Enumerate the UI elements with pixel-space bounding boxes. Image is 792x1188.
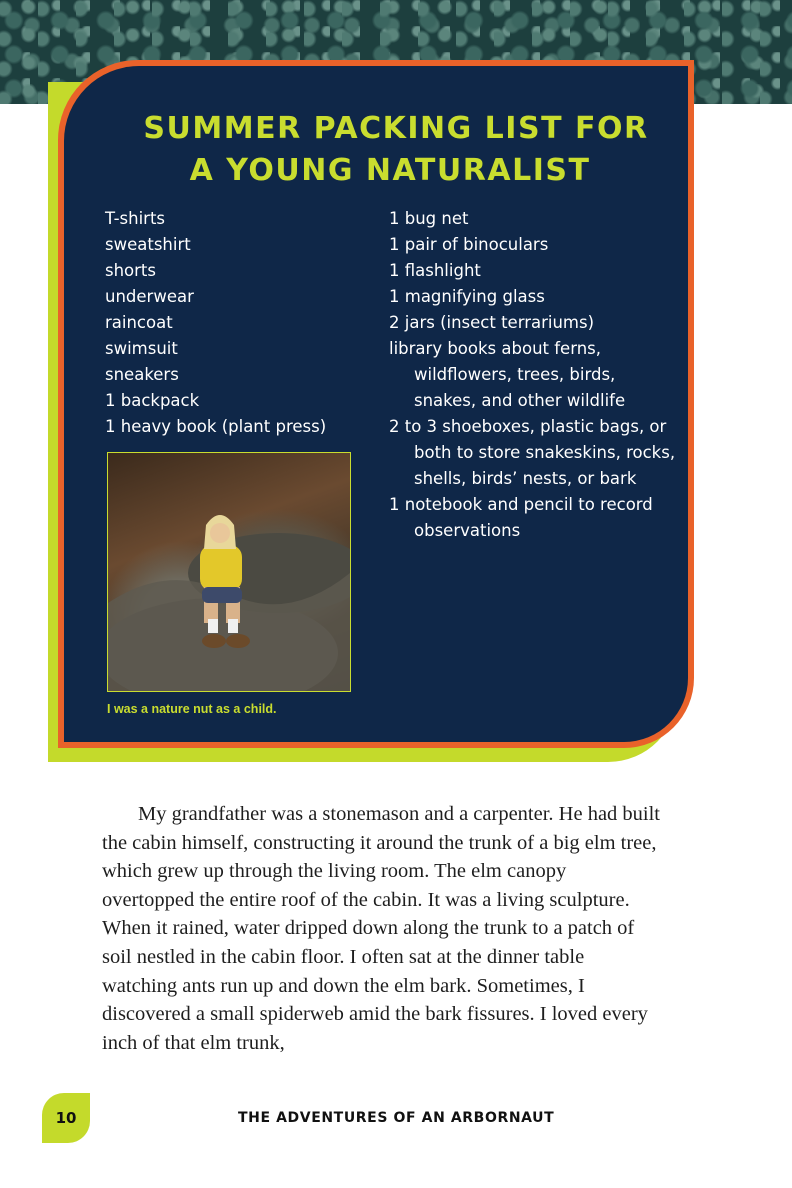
body-paragraph: My grandfather was a stonemason and a carpenter. He had built the cabin himself, constructing it around the trunk of a big elm tree, which grew up through the living room. The elm canopy overtopped the entire roof of the cabin. It was a living sculpture. When it rained, water dripped down along the trunk to a patch of soil nestled in the cabin floor. I often sat at the dinner table watching ants run up and down the elm bark. Sometimes, I discovered a small spiderweb amid the bark fissures. I loved every inch of that elm trunk, bbox=[102, 803, 660, 1054]
list-item: library books about ferns, wildflowers, trees, birds, snakes, and other wildlife bbox=[389, 339, 626, 410]
list-item: 1 pair of binoculars bbox=[389, 235, 549, 254]
packing-list-left-column bbox=[105, 206, 375, 440]
packing-list-right-column bbox=[389, 206, 679, 544]
list-item: 1 notebook and pencil to record observations bbox=[389, 495, 653, 540]
list-item: 2 jars (insect terrariums) bbox=[389, 313, 595, 332]
running-title: THE ADVENTURES OF AN ARBORNAUT bbox=[238, 1110, 555, 1126]
list-item: 1 bug net bbox=[389, 209, 469, 228]
list-item: 1 flashlight bbox=[389, 261, 481, 280]
sidebar-title bbox=[0, 108, 792, 192]
childhood-photo bbox=[107, 452, 351, 692]
photo-caption: I was a nature nut as a child. bbox=[107, 702, 277, 716]
list-item: 2 to 3 shoeboxes, plastic bags, or both to store snakeskins, rocks, shells, birds’ nests, or bark bbox=[389, 417, 676, 488]
list-item: raincoat bbox=[105, 313, 173, 332]
sidebar-title-line-1: SUMMER PACKING LIST FOR bbox=[143, 111, 649, 146]
list-item: swimsuit bbox=[105, 339, 178, 358]
list-item: 1 magnifying glass bbox=[389, 287, 545, 306]
list-item: sweatshirt bbox=[105, 235, 191, 254]
list-item: 1 heavy book (plant press) bbox=[105, 417, 327, 436]
list-item: 1 backpack bbox=[105, 391, 200, 410]
list-item: underwear bbox=[105, 287, 194, 306]
girl-sitting-on-rock-illustration bbox=[108, 453, 350, 691]
list-item: T-shirts bbox=[105, 209, 166, 228]
page-number-tab bbox=[42, 1093, 90, 1143]
sidebar-title-line-2: A YOUNG NATURALIST bbox=[189, 153, 591, 188]
list-item: sneakers bbox=[105, 365, 179, 384]
page-number: 10 bbox=[55, 1109, 77, 1127]
list-item: shorts bbox=[105, 261, 156, 280]
